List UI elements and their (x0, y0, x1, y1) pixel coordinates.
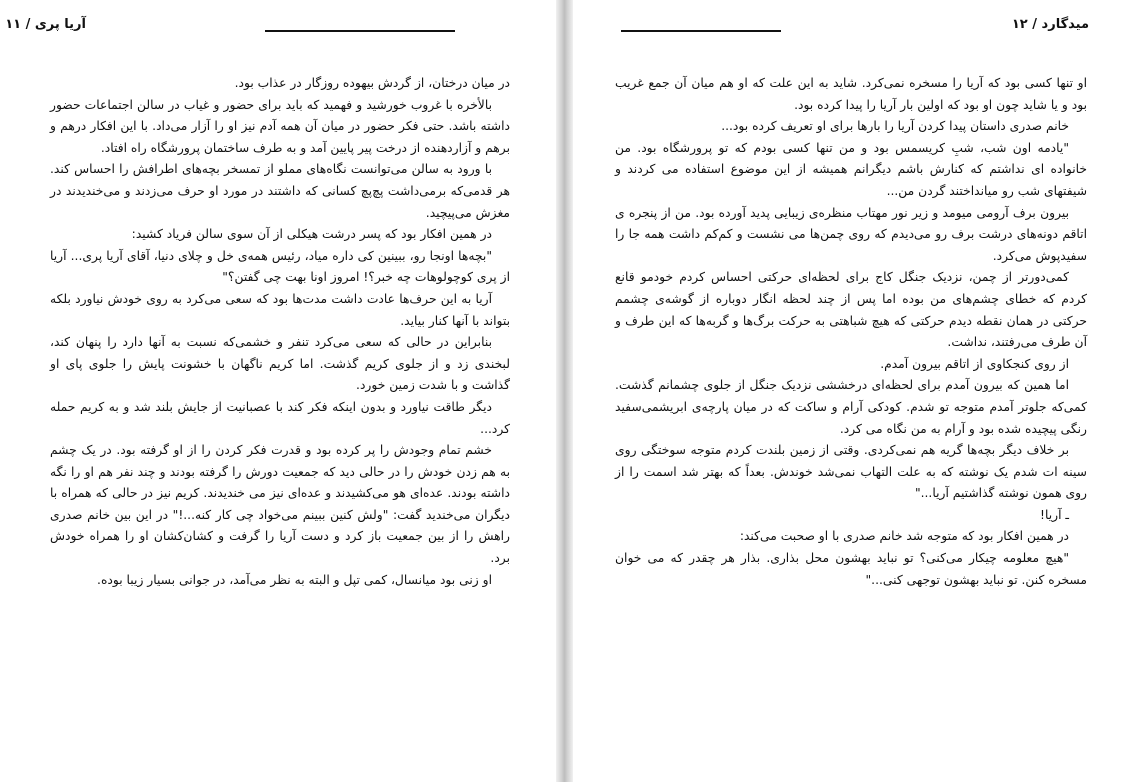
book-spine (556, 0, 573, 782)
paragraph: کمی‌دورتر از چمن، نزدیک جنگل کاج برای لحظه‌ای حرکتی احساس کردم خودمو قانع کردم که خطای چشم‌های من بوده اما پس از چند لحظه انگار دوباره از گوشه‌ی چشمم حرکتی در همان نقطه دیدم حرکتی که هیچ شباهتی به حرکت برگ‌ها و گربه‌ها که این طرف و آن طرف می‌رفتند، نداشت. (615, 270, 1087, 350)
paragraph: بالأخره با غروب خورشید و فهمید که باید برای حضور و غیاب در سالن اجتماعات حضور داشته باشد. حتی فکر حضور در میان آن همه آدم نیز او را آزار می‌داد. با این افکار درهم و برهم و آزاردهنده از درخت پیر پایین آمد و به طرف ساختمان پرورشگاه راه افتاد. (50, 97, 510, 155)
header-rule (621, 30, 781, 32)
paragraph: در میان درختان، از گردش بیهوده روزگار در عذاب بود. (234, 76, 510, 90)
left-page (0, 0, 556, 782)
page-header: میدگارد / ۱۲ (1011, 17, 1089, 32)
paragraph: او تنها کسی بود که آریا را مسخره نمی‌کرد. شاید به این علت که او هم میان آن جمع غریب بود و یا شاید چون او بود که اولین بار آریا را پیدا کرده بود. (615, 76, 1087, 112)
page-body (615, 73, 1087, 591)
paragraph: با ورود به سالن می‌توانست نگاه‌های مملو از تمسخر بچه‌های اطرافش را احساس کند. هر قدمی‌که برمی‌داشت پچ‌پچ کسانی که داشتند در مورد او حرف می‌زدند و می‌خندیدند در مغزش می‌پیچید. (50, 162, 510, 220)
paragraph: اما همین که بیرون آمدم برای لحظه‌ای درخششی نزدیک جنگل از جلوی چشمانم گذشت. کمی‌که جلوتر آمدم متوجه تو شدم. کودکی آرام و ساکت که در میان پارچه‌ی ابریشمی‌سفید رنگی پیچیده شده بود و آرام به من نگاه می کرد. (615, 378, 1087, 436)
page-body (50, 73, 510, 591)
paragraph: در همین افکار بود که پسر درشت هیکلی از آن سوی سالن فریاد کشید: (131, 227, 492, 242)
paragraph: آریا به این حرف‌ها عادت داشت مدت‌ها بود که سعی می‌کرد به روی خودش نیاورد بلکه بتواند با آنها کنار بیاید. (50, 291, 510, 328)
paragraph: "هیچ معلومه چیکار می‌کنی؟ تو نباید بهشون محل بذاری. بذار هر چقدر که می خوان مسخره کنن. تو نباید بهشون توجهی کنی..." (615, 551, 1087, 587)
paragraph: از روی کنجکاوی از اتاقم بیرون آمدم. (880, 356, 1069, 371)
header-rule (265, 30, 455, 32)
paragraph: بر خلاف دیگر بچه‌ها گریه هم نمی‌کردی. وقتی از زمین بلندت کردم متوجه سوختگی روی سینه ات شدم یک نوشته که به علت التهاب نمی‌شد خوندش. بعداً که بهتر شد اسمت را از روی همون نوشته گذاشتیم آریا..." (615, 443, 1087, 501)
right-page (573, 0, 1127, 782)
page-header: آریا پری / ۱۱ (5, 17, 86, 32)
paragraph: "یادمه اون شب، شبِ کریسمس بود و من تنها کسی بودم که تو پرورشگاه بود. من خانواده ای نداشتم که کنارش باشم دیگرانم همیشه از این موضوع استفاده می کردند و شیفتهای شب رو میانداختند گردن من... (615, 140, 1087, 198)
paragraph: خشم تمام وجودش را پر کرده بود و قدرت فکر کردن را از او گرفته بود. در یک چشم به هم زدن خودش را در حالی دید که جمعیت دورش را گرفته بودند و چند نفر هم او را نگه داشته بودند. عده‌ای هو می‌کشیدند و عده‌ای نیز می خندیدند. کریم نیز در حالی که همراه با دیگران می‌خندید گفت: "ولش کنین ببینم می‌خواد چی کار کنه...!" در این بین خانم صدری راهش را از بین جمعیت باز کرد و دست آریا را گرفت و کشان‌کشان او را همراه خودش برد. (50, 443, 510, 566)
paragraph: دیگر طاقت نیاورد و بدون اینکه فکر کند با عصبانیت از جایش بلند شد و به کریم حمله کرد... (50, 399, 510, 436)
paragraph: بیرون برف آرومی میومد و زیر نور مهتاب منظره‌ی زیبایی پدید آورده بود. من از پنجره ی اتاقم دونه‌های درشت برف رو می‌دیدم که روی چمن‌ها می نشست و کم‌کم داشت همه جا را سفیدپوش می‌کرد. (615, 205, 1087, 263)
paragraph: "بچه‌ها اونجا رو، ببینین کی داره میاد، رئیس همه‌ی خل و چلای دنیا، آقای آریا پری... آریا از پری کوچولوهات چه خبر؟! امروز اونا بهت چی گفتن؟" (50, 248, 510, 285)
paragraph: ـ آریا! (1040, 507, 1069, 522)
paragraph: در همین افکار بود که متوجه شد خانم صدری با او صحبت می‌کند: (739, 529, 1069, 544)
paragraph: خانم صدری داستان پیدا کردن آریا را بارها برای او تعریف کرده بود... (721, 119, 1069, 134)
paragraph: بنابراین در حالی که سعی می‌کرد تنفر و خشمی‌که نسبت به آنها دارد را پنهان کند، لبخندی زد و از جلوی کریم گذشت. اما کریم ناگهان با خشونت پایش را جلوی پای او گذاشت و با شدت زمین خورد. (50, 335, 510, 393)
paragraph: او زنی بود میانسال، کمی تپل و البته به نظر می‌آمد، در جوانی بسیار زیبا بوده. (97, 572, 492, 587)
